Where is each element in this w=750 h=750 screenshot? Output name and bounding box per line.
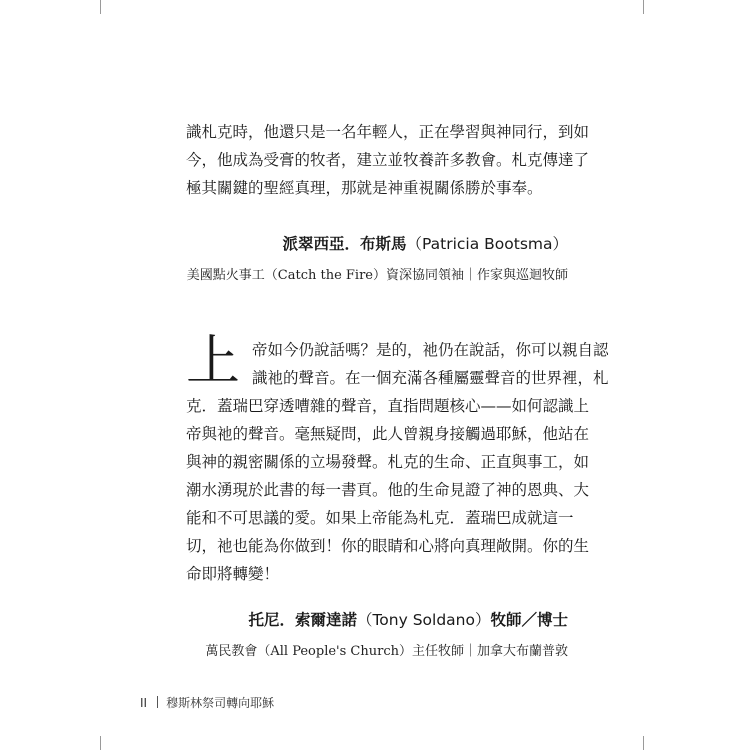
crop-mark-top-left: [100, 0, 101, 14]
paragraph-line: 極其關鍵的聖經真理，那就是神重視關係勝於事奉。: [186, 179, 543, 197]
paragraph-line: 潮水湧現於此書的每一書頁。他的生命見證了神的恩典、大: [186, 481, 590, 499]
paragraph-line: 命即將轉變！: [186, 565, 280, 583]
endorsement-paragraph-1: [186, 118, 590, 202]
paragraph-line: 帝與祂的聲音。毫無疑問，此人曾親身接觸過耶穌，他站在: [186, 425, 590, 443]
crop-mark-bottom-right: [643, 736, 644, 750]
endorser-role-1: 美國點火事工（Catch the Fire）資深協同領袖｜作家與巡迴牧師: [186, 268, 568, 283]
endorser-name-chinese: 派翠西亞．布斯馬: [282, 235, 407, 253]
paragraph-line: 克．蓋瑞巴穿透嘈雜的聲音，直指問題核心——如何認識上: [186, 397, 590, 415]
paragraph-line: 今，他成為受膏的牧者，建立並牧養許多教會。札克傳達了: [186, 151, 590, 169]
crop-mark-top-right: [643, 0, 644, 14]
paragraph-line: 能和不可思議的愛。如果上帝能為札克．蓋瑞巴成就這一: [186, 509, 574, 527]
crop-mark-bottom-left: [100, 736, 101, 750]
paragraph-line: 切，祂也能為你做到！你的眼睛和心將向真理敞開。你的生: [186, 537, 590, 555]
drop-cap: 上: [186, 329, 240, 392]
endorser-name-1: [282, 232, 568, 254]
paragraph-line: 與神的親密關係的立場發聲。札克的生命、正直與事工，如: [186, 453, 590, 471]
paragraph-line: 帝如今仍說話嗎？是的，祂仍在說話，你可以親自認: [252, 341, 609, 359]
book-title: 穆斯林祭司轉向耶穌: [166, 696, 275, 710]
paragraph-line: 識札克時，他還只是一名年輕人，正在學習與神同行，到如: [186, 123, 590, 141]
endorser-name-latin: （Patricia Bootsma）: [406, 235, 568, 253]
endorser-name-2: [248, 608, 568, 630]
page-footer: [140, 694, 274, 711]
endorser-role-2: 萬民教會（All People's Church）主任牧師｜加拿大布蘭普敦: [205, 644, 568, 659]
endorser-name-chinese: 托尼．索爾達諾: [248, 611, 357, 629]
footer-divider: [157, 696, 158, 708]
page-number: II: [140, 696, 148, 710]
endorsement-paragraph-2: [186, 329, 609, 588]
paragraph-line: 識祂的聲音。在一個充滿各種屬靈聲音的世界裡，札: [252, 369, 609, 387]
endorser-name-latin: （Tony Soldano）: [356, 611, 491, 629]
endorser-title: 牧師／博士: [490, 611, 568, 629]
